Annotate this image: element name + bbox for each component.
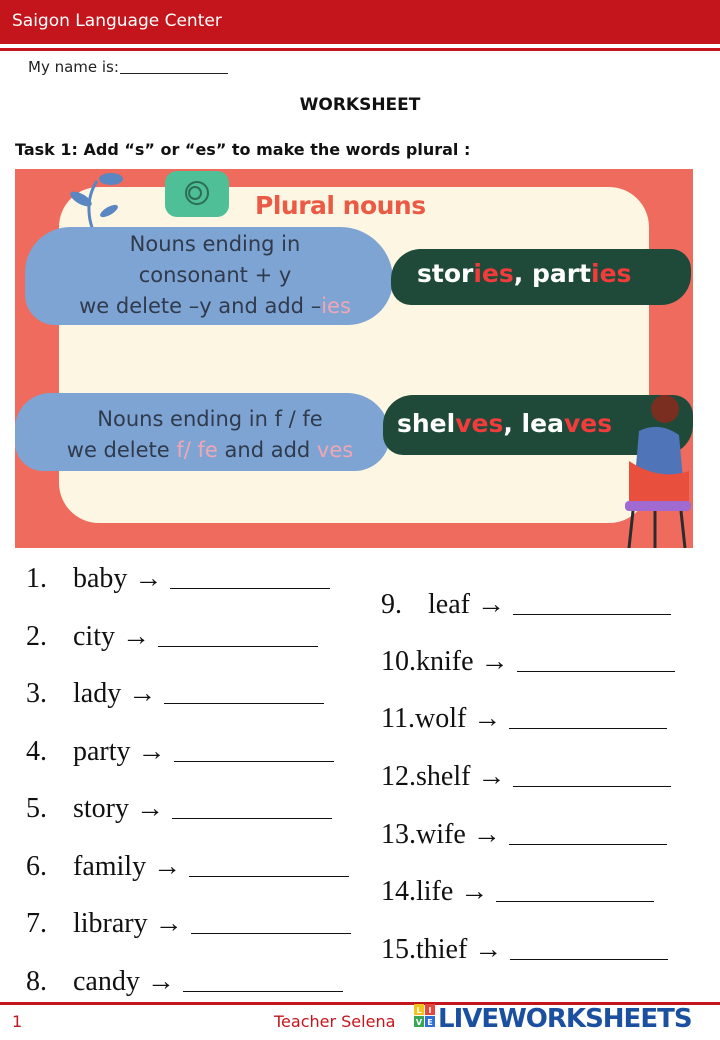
- answer-blank[interactable]: [496, 878, 654, 902]
- example1-text: stories, parties: [417, 259, 632, 288]
- rule2-line1: Nouns ending in f / fe: [97, 407, 323, 431]
- exercise-14: 14.life →: [381, 876, 654, 908]
- exercise-8: 8. candy →: [26, 966, 343, 998]
- worksheet-title: WORKSHEET: [299, 95, 421, 115]
- exercise-11: 11.wolf →: [381, 703, 667, 735]
- exercise-12: 12.shelf →: [381, 761, 671, 793]
- rule1-line3: we delete –y and add –ies: [79, 294, 351, 318]
- logo-grid-letter: E: [427, 1018, 433, 1027]
- name-label: My name is:: [28, 58, 119, 76]
- liveworksheets-grid-icon: [414, 1004, 436, 1028]
- answer-blank[interactable]: [158, 623, 318, 647]
- name-blank[interactable]: [120, 58, 228, 74]
- example2-text: shelves, leaves: [397, 409, 613, 438]
- logo-grid-letter: L: [416, 1006, 422, 1015]
- poster-title: Plural nouns: [255, 191, 426, 220]
- answer-blank[interactable]: [509, 821, 667, 845]
- exercise-4: 4. party →: [26, 736, 334, 768]
- answer-blank[interactable]: [517, 648, 675, 672]
- rule1-line1: Nouns ending in: [129, 232, 301, 256]
- answer-blank[interactable]: [513, 763, 671, 787]
- answer-blank[interactable]: [174, 738, 334, 762]
- logo-grid-letter: V: [415, 1018, 423, 1027]
- logo-grid-letter: I: [428, 1006, 432, 1015]
- rule1-text: [35, 229, 395, 322]
- exercise-15: 15.thief →: [381, 934, 668, 966]
- rule1-line2: consonant + y: [138, 263, 292, 287]
- exercise-1: 1. baby →: [26, 563, 330, 595]
- exercise-3: 3. lady →: [26, 678, 324, 710]
- exercise-5: 5. story →: [26, 793, 332, 825]
- answer-blank[interactable]: [164, 680, 324, 704]
- exercise-9: 9. leaf →: [381, 589, 671, 621]
- name-row: [28, 58, 228, 76]
- exercise-2: 2. city →: [26, 621, 318, 653]
- page-number: 1: [12, 1012, 23, 1031]
- plural-nouns-poster: [15, 169, 693, 548]
- liveworksheets-logo[interactable]: [414, 1004, 714, 1036]
- answer-blank[interactable]: [189, 853, 349, 877]
- teacher-credit: Teacher Selena: [274, 1012, 396, 1031]
- exercise-7: 7. library →: [26, 908, 351, 940]
- reading-girl-illustration: [619, 391, 693, 548]
- rule2-line2: we delete f/ fe and add ves: [66, 438, 354, 462]
- header-rule: [0, 48, 720, 51]
- answer-blank[interactable]: [170, 565, 330, 589]
- exercise-13: 13.wife →: [381, 819, 667, 851]
- header-bar: [0, 0, 720, 44]
- rule2-text: [25, 404, 395, 466]
- header-title: Saigon Language Center: [12, 11, 222, 31]
- answer-blank[interactable]: [510, 936, 668, 960]
- answer-blank[interactable]: [513, 591, 671, 615]
- answer-blank[interactable]: [509, 705, 667, 729]
- liveworksheets-wordmark: LIVEWORKSHEETS: [438, 1004, 692, 1034]
- exercise-10: 10.knife →: [381, 646, 675, 678]
- answer-blank[interactable]: [183, 968, 343, 992]
- exercise-6: 6. family →: [26, 851, 349, 883]
- answer-blank[interactable]: [172, 795, 332, 819]
- speech-bubble-icon: [165, 171, 229, 217]
- task-instruction: Task 1: Add “s” or “es” to make the words plural :: [15, 140, 471, 159]
- answer-blank[interactable]: [191, 910, 351, 934]
